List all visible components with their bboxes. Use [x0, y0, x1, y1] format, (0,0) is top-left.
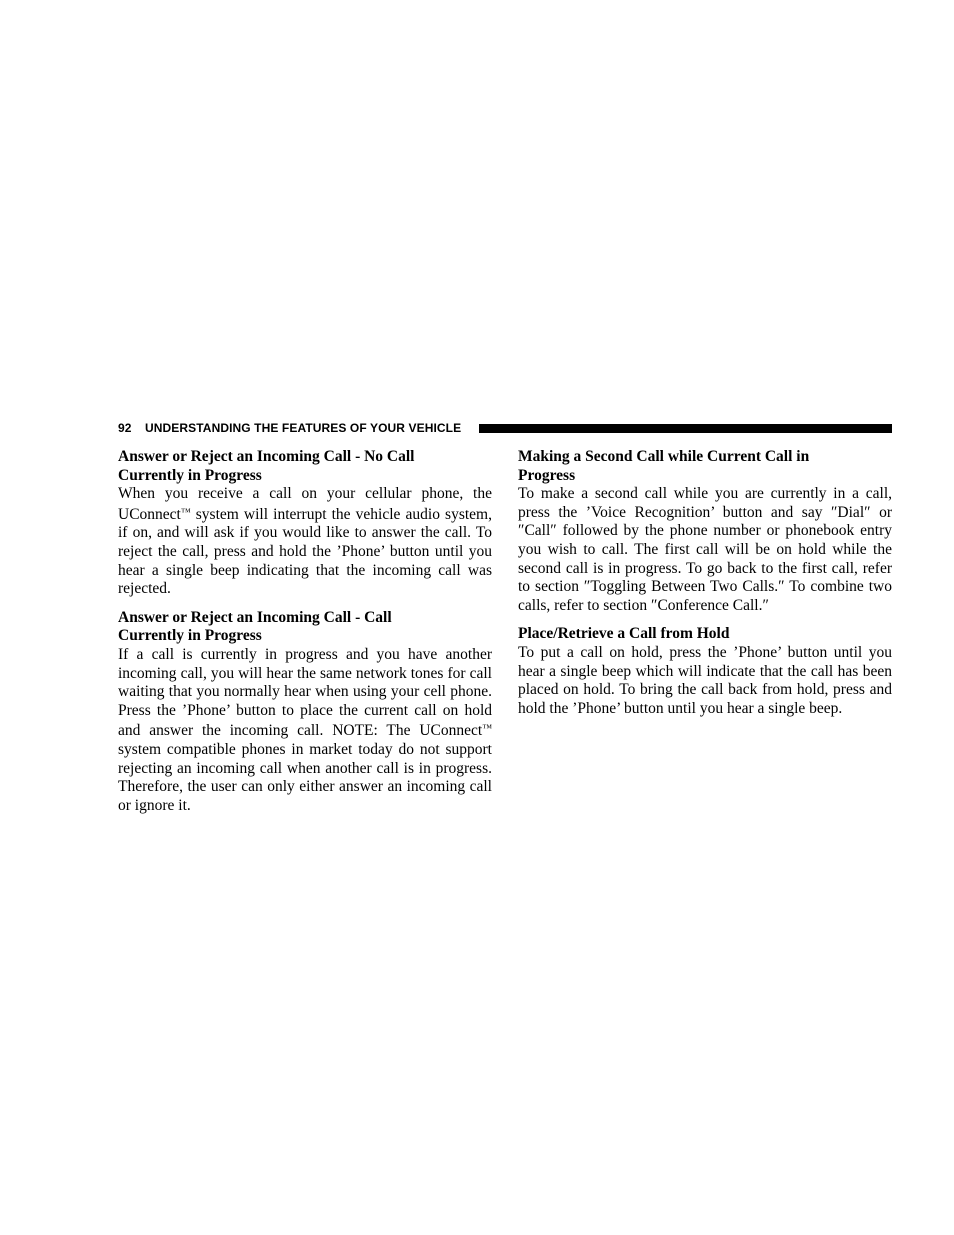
section-call-in-progress [118, 609, 492, 816]
section-body [118, 646, 492, 815]
page-header [118, 420, 892, 436]
header-rule [479, 424, 892, 433]
section-heading: Place/Retrieve a Call from Hold [518, 625, 730, 643]
section-no-call-in-progress [118, 448, 492, 599]
body-text-part-2: system compatible phones in market today do not support rejecting an incoming call when another call is in progress. Therefore, the user can only either answer an incoming call or ignore it. [118, 740, 492, 814]
heading-line-1: Answer or Reject an Incoming Call - No Call [118, 448, 415, 465]
heading-line-2: Currently in Progress [118, 627, 262, 645]
section-heading [118, 609, 492, 646]
section-body [118, 485, 492, 599]
trademark-symbol: ™ [180, 506, 191, 518]
heading-line-2: Progress [518, 466, 576, 484]
section-heading [518, 448, 892, 485]
right-column [518, 448, 892, 728]
left-column [118, 448, 492, 825]
section-second-call [518, 448, 892, 615]
running-title: UNDERSTANDING THE FEATURES OF YOUR VEHICLE [145, 421, 462, 435]
body-text-part-1: When you receive a call on your cellular phone, the UConnect [118, 485, 492, 523]
section-call-hold [518, 625, 892, 718]
body-text-part-1: If a call is currently in progress and you have another incoming call, you will hear the same network tones for call waiting that you normally hear when using your cell phone. Press the ’Phone’ button to place the current call on hold and answer the incoming call. NOTE: The UConnect [118, 645, 492, 740]
section-heading [118, 448, 492, 485]
heading-line-1: Answer or Reject an Incoming Call - Call [118, 608, 392, 626]
section-body: To make a second call while you are currently in a call, press the ’Voice Recognition’ button and say ″Dial″ or ″Call″ followed by the phone number or phonebook entry you wish to call. The first call will be on hold while the second call is in progress. To go back to the first call, refer to section ″Toggling Between Two Calls.″ To combine two calls, refer to section ″Conference Call.″ [518, 485, 892, 614]
page-number: 92 [118, 421, 132, 435]
body-text-part-2: system will interrupt the vehicle audio system, if on, and will ask if you would like to answer the call. To reject the call, press and hold the ’Phone’ button until you hear a single beep indicating that the incoming call was rejected. [118, 505, 492, 598]
trademark-symbol: ™ [482, 723, 492, 735]
section-body: To put a call on hold, press the ’Phone’ button until you hear a single beep which will indicate that the call has been placed on hold. To bring the call back from hold, press and hold the ’Phone’ button until you hear a single beep. [518, 643, 892, 717]
heading-line-1: Making a Second Call while Current Call in [518, 448, 810, 465]
heading-line-2: Currently in Progress [118, 466, 262, 484]
